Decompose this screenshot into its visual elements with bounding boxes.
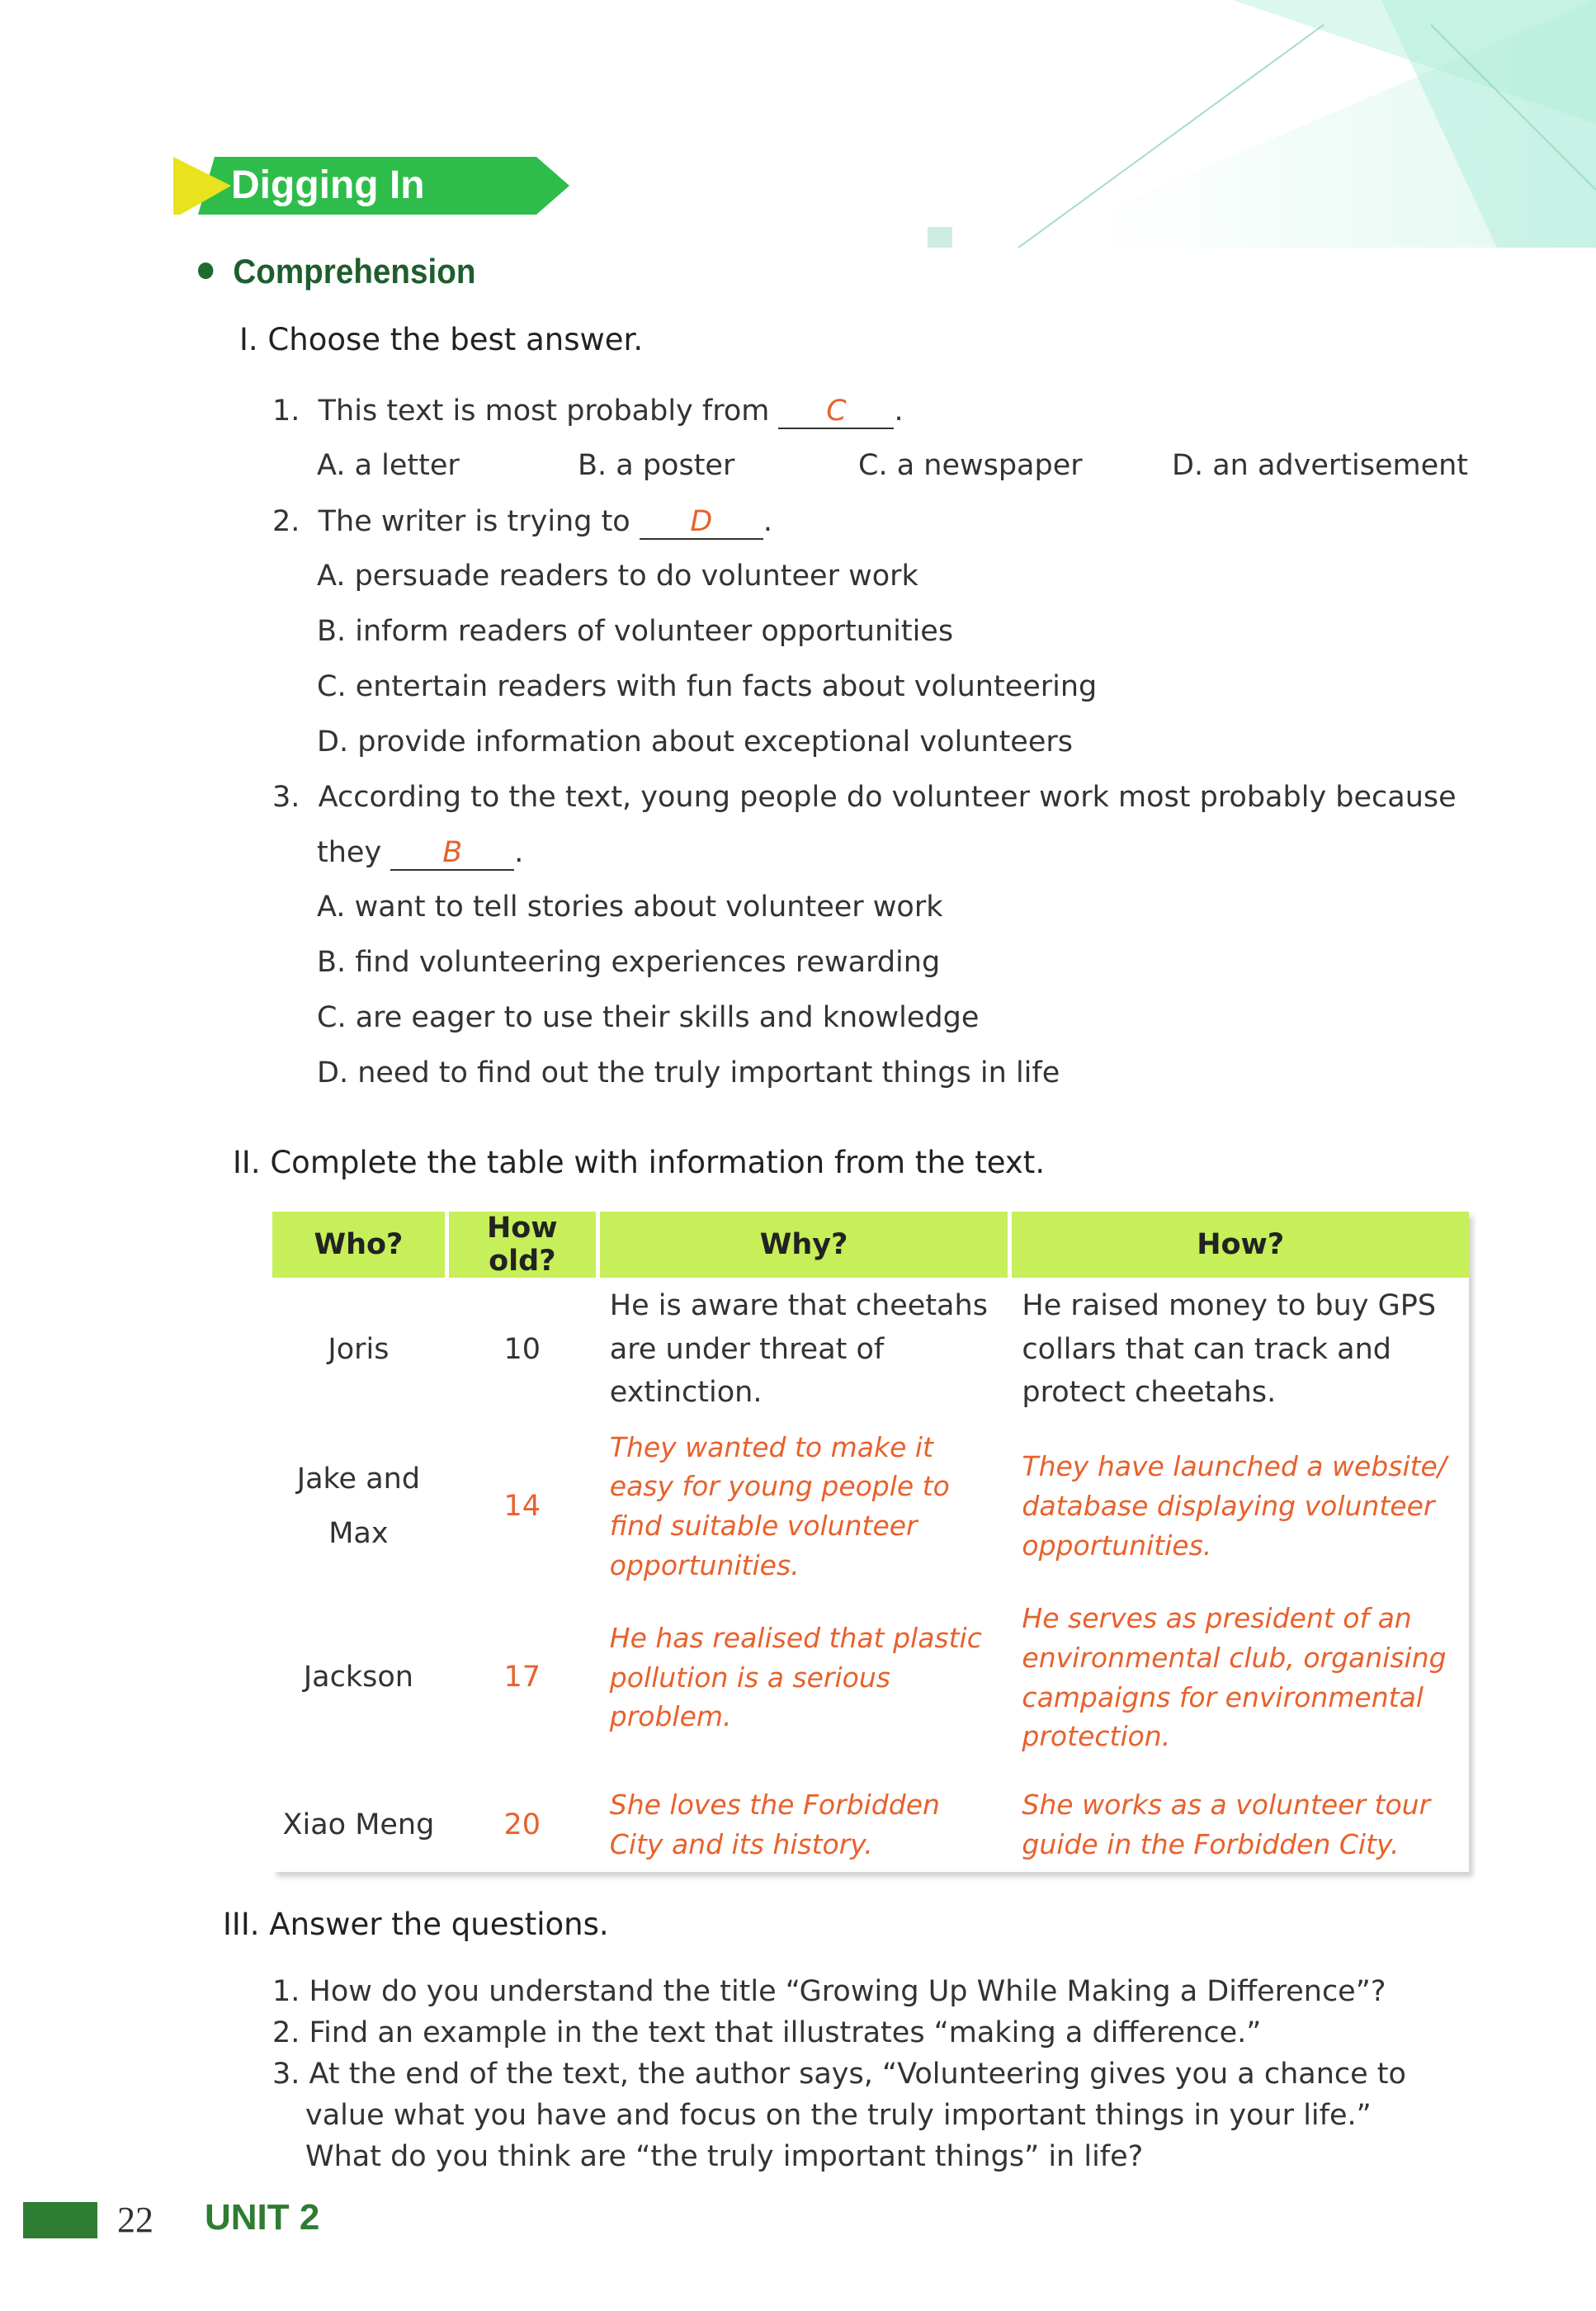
cell-who: Jackson	[303, 1661, 413, 1694]
q-text: they	[317, 836, 382, 869]
q-text: According to the text, young people do volunteer work most probably because	[318, 781, 1457, 814]
q-num: 1.	[272, 395, 300, 428]
option: D. need to find out the truly important things in life	[317, 1056, 1060, 1089]
question-3	[272, 781, 1457, 814]
info-table	[268, 1212, 1473, 1887]
answer-blank[interactable]: B	[390, 837, 514, 871]
question-3-continued: they B .	[317, 836, 524, 869]
unit-label: UNIT 2	[205, 2197, 320, 2238]
q-num: 2.	[272, 505, 300, 538]
part1-heading: I. Choose the best answer.	[239, 322, 644, 357]
q-num: 3.	[272, 781, 300, 814]
table-row	[272, 1278, 1469, 1421]
banner-title: Digging In	[231, 163, 425, 207]
option: C. are eager to use their skills and knowledge	[317, 1001, 980, 1034]
bullet-icon	[198, 262, 213, 279]
option: D. provide information about exceptional volunteers	[317, 725, 1073, 759]
option: A. want to tell stories about volunteer work	[317, 891, 943, 924]
part3-heading: III. Answer the questions.	[223, 1907, 609, 1942]
open-question-1: 1. How do you understand the title “Growing Up While Making a Difference”?	[272, 1975, 1386, 2008]
option: B. inform readers of volunteer opportunities	[317, 615, 954, 648]
cell-why[interactable]: She loves the Forbidden City and its history.	[609, 1789, 940, 1861]
option: C. entertain readers with fun facts about volunteering	[317, 670, 1098, 703]
option: C. a newspaper	[858, 449, 1083, 482]
option: B. find volunteering experiences rewarding	[317, 946, 941, 979]
option: A. persuade readers to do volunteer work	[317, 560, 918, 593]
open-question-3: 3. At the end of the text, the author says, “Volunteering gives you a chance to	[272, 2058, 1406, 2091]
q-text: This text is most probably from	[318, 395, 770, 428]
cell-age[interactable]: 14	[503, 1489, 541, 1523]
option: A. a letter	[317, 449, 460, 482]
cell-how[interactable]: They have launched a website/ database displaying volunteer opportunities.	[1022, 1450, 1447, 1562]
decorative-corner-graphic	[919, 0, 1596, 248]
column-header: How old?	[449, 1212, 596, 1278]
cell-how: He raised money to buy GPS collars that can track and protect cheetahs.	[1022, 1289, 1437, 1409]
column-header: Who?	[272, 1212, 445, 1278]
column-header: Why?	[600, 1212, 1008, 1278]
section-title-text: Comprehension	[233, 252, 476, 291]
cell-why: He is aware that cheetahs are under threat of extinction.	[609, 1289, 988, 1409]
option: D. an advertisement	[1172, 449, 1469, 482]
table-row	[272, 1592, 1469, 1763]
cell-who: Joris	[328, 1332, 390, 1366]
info-table-wrapper	[272, 1212, 1469, 1872]
cell-who: Xiao Meng	[282, 1808, 435, 1841]
cell-why[interactable]: They wanted to make it easy for young people to find suitable volunteer opportunities.	[609, 1430, 950, 1582]
cell-age[interactable]: 20	[503, 1808, 541, 1841]
answer-blank[interactable]: C	[778, 395, 894, 429]
part2-heading: II. Complete the table with information from the text.	[233, 1145, 1046, 1180]
cell-age: 10	[503, 1332, 541, 1366]
footer-bar	[23, 2202, 97, 2238]
cell-who: Jake and Max	[296, 1462, 421, 1551]
open-question-3-line-3: What do you think are “the truly important things” in life?	[305, 2140, 1144, 2173]
page-number: 22	[117, 2200, 153, 2240]
cell-how[interactable]: He serves as president of an environmental club, organising campaigns for environmental protection.	[1022, 1601, 1447, 1753]
cell-age[interactable]: 17	[503, 1661, 541, 1694]
question-2: 2. The writer is trying to D .	[272, 505, 772, 538]
option: B. a poster	[578, 449, 735, 482]
question-1: 1. This text is most probably from C .	[272, 395, 904, 428]
column-header: How?	[1012, 1212, 1469, 1278]
answer-blank[interactable]: D	[640, 506, 763, 540]
table-row	[272, 1763, 1469, 1887]
section-title	[198, 252, 475, 291]
q-text: The writer is trying to	[318, 505, 630, 538]
cell-how[interactable]: She works as a volunteer tour guide in the Forbidden City.	[1022, 1789, 1431, 1861]
open-question-3-line-2: value what you have and focus on the truly important things in your life.”	[305, 2099, 1372, 2132]
cell-why[interactable]: He has realised that plastic pollution is a serious problem.	[609, 1621, 982, 1733]
table-row	[272, 1421, 1469, 1592]
open-question-2: 2. Find an example in the text that illustrates “making a difference.”	[272, 2016, 1262, 2049]
